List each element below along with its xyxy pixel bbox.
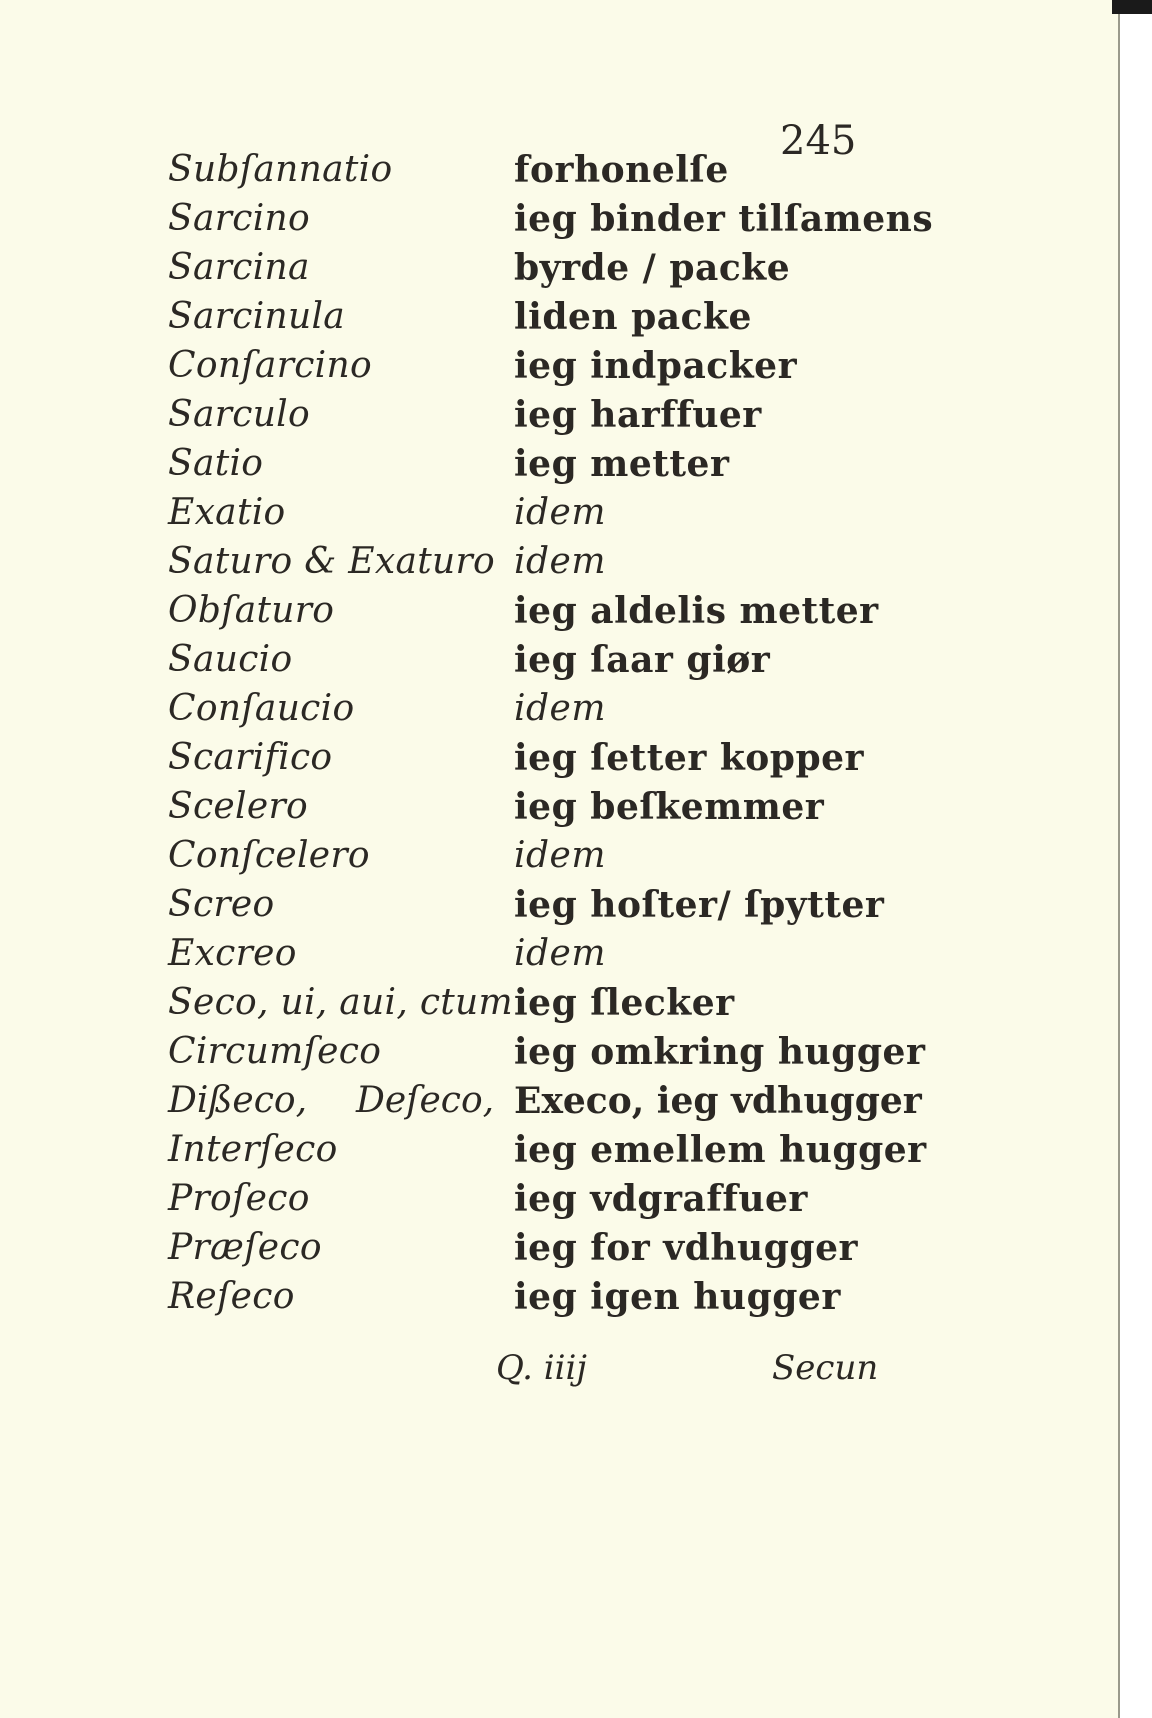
danish-gloss: ieg omkring hugger <box>514 1031 926 1073</box>
latin-term: Obſaturo <box>168 590 335 631</box>
danish-gloss: ieg igen hugger <box>514 1276 841 1318</box>
latin-term: Exatio <box>168 492 286 533</box>
latin-term: Conſarcino <box>168 345 372 386</box>
latin-term: Circumſeco <box>168 1031 382 1072</box>
latin-term: Sarculo <box>168 394 310 435</box>
danish-gloss: idem <box>514 688 606 729</box>
latin-term: Proſeco <box>168 1178 310 1219</box>
signature-mark: Q. iiij <box>496 1348 587 1388</box>
danish-gloss: ieg ſetter kopper <box>514 737 865 779</box>
latin-term: Interſeco <box>168 1129 338 1170</box>
latin-term: Sarcina <box>168 247 310 288</box>
latin-term: Sarcinula <box>168 296 346 337</box>
danish-gloss: ieg aldelis metter <box>514 590 879 632</box>
latin-term: Scarifico <box>168 737 333 778</box>
danish-gloss: ieg for vdhugger <box>514 1227 858 1269</box>
latin-term: Sarcino <box>168 198 310 239</box>
latin-term: Conſaucio <box>168 688 355 729</box>
danish-gloss: byrde / packe <box>514 247 791 289</box>
latin-term: Screo <box>168 884 275 925</box>
danish-gloss: ieg metter <box>514 443 730 485</box>
danish-gloss: idem <box>514 835 606 876</box>
catchword: Secun <box>772 1348 879 1388</box>
latin-term: Satio <box>168 443 264 484</box>
latin-term: Præſeco <box>168 1227 322 1268</box>
danish-gloss: ieg beſkemmer <box>514 786 825 828</box>
danish-gloss: idem <box>514 492 606 533</box>
danish-gloss: ieg ſlecker <box>514 982 735 1024</box>
danish-gloss: ieg hoſter/ ſpytter <box>514 884 885 926</box>
page-edge <box>1118 0 1120 1718</box>
danish-gloss: ieg emellem hugger <box>514 1129 927 1171</box>
latin-term: Saucio <box>168 639 293 680</box>
danish-gloss: ieg indpacker <box>514 345 798 387</box>
latin-term: Seco, ui, aui, ctum <box>168 982 513 1023</box>
latin-term: Conſcelero <box>168 835 370 876</box>
latin-term: Deſeco, <box>356 1080 495 1121</box>
latin-term: Saturo & Exaturo <box>168 541 495 582</box>
danish-gloss: idem <box>514 541 606 582</box>
page-number: 245 <box>780 118 857 164</box>
latin-term: Reſeco <box>168 1276 295 1317</box>
danish-gloss: ieg binder tilſamens <box>514 198 934 240</box>
danish-gloss: idem <box>514 933 606 974</box>
latin-term: Scelero <box>168 786 308 827</box>
danish-gloss: liden packe <box>514 296 752 338</box>
danish-gloss: ieg harffuer <box>514 394 762 436</box>
latin-term: Excreo <box>168 933 297 974</box>
latin-term: Dißeco, <box>168 1080 308 1121</box>
danish-gloss: ieg vdgraffuer <box>514 1178 808 1220</box>
danish-gloss: forhonelſe <box>514 149 729 191</box>
danish-gloss: ieg ſaar giør <box>514 639 771 681</box>
danish-gloss: Execo, ieg vdhugger <box>514 1080 922 1122</box>
latin-term: Subſannatio <box>168 149 393 190</box>
scan-edge-bar <box>1112 0 1152 14</box>
